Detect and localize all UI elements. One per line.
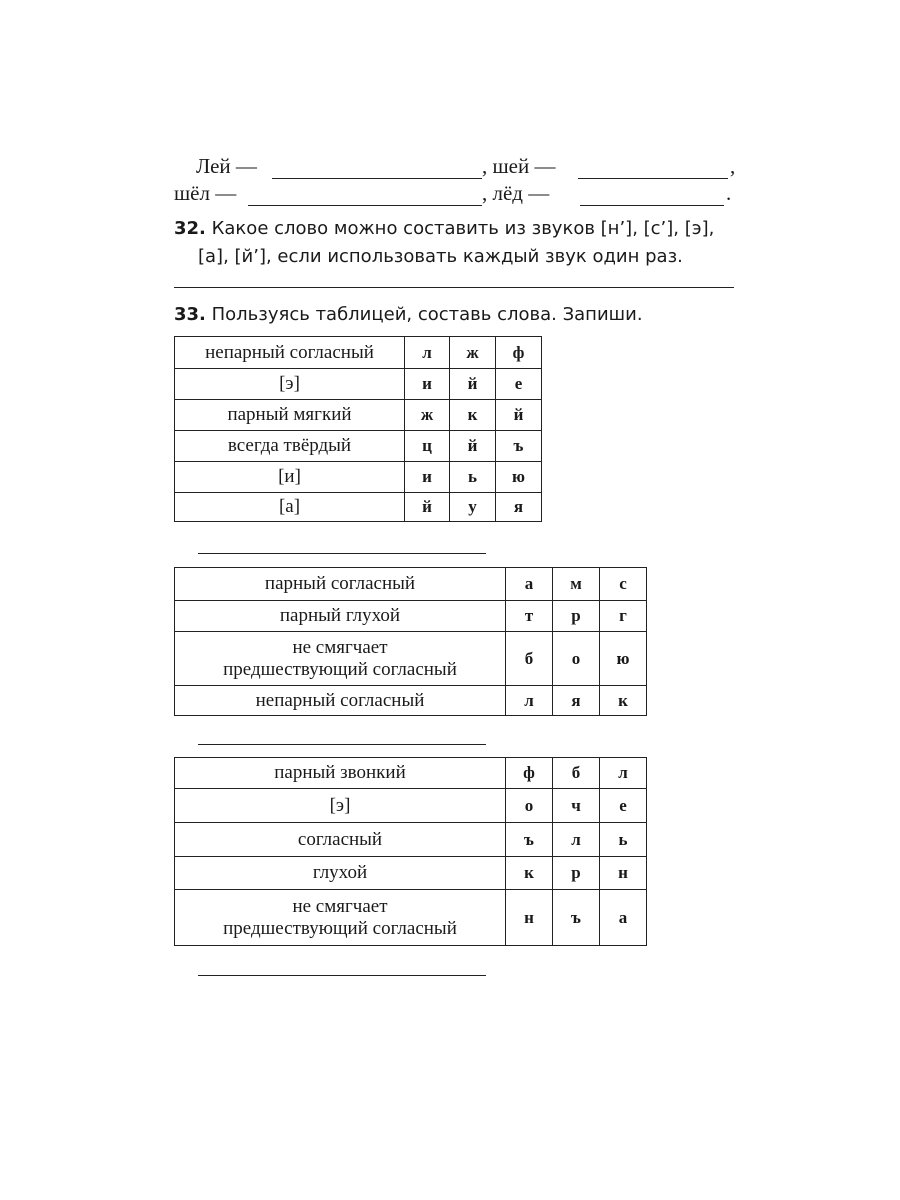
row-2-end: . <box>726 181 732 205</box>
table-1-label: непарный согласный <box>175 337 405 369</box>
table-2-label: парный глухой <box>175 601 506 632</box>
table-3-letter: о <box>506 789 553 823</box>
table-3-label: глухой <box>175 857 506 890</box>
table-2-letter: т <box>506 601 553 632</box>
table-1-letter: ж <box>450 337 496 369</box>
answer-blank-shyol[interactable] <box>248 205 482 206</box>
table-3-letter: ч <box>553 789 600 823</box>
table-2-letter: с <box>600 568 647 601</box>
table-1-answer-line[interactable] <box>198 553 486 554</box>
table-1-label: [э] <box>175 369 405 400</box>
table-1-letter: й <box>450 431 496 462</box>
table-2-answer-line[interactable] <box>198 744 486 745</box>
table-1-letter: й <box>450 369 496 400</box>
table-1-label: [и] <box>175 462 405 493</box>
table-2-letter: я <box>553 686 600 716</box>
table-3-letter: н <box>600 857 647 890</box>
table-2-letter: м <box>553 568 600 601</box>
table-2-label-line-2: предшествующий согласный <box>223 658 457 680</box>
table-2-letter: р <box>553 601 600 632</box>
table-2-letter: л <box>506 686 553 716</box>
table-2-letter: ю <box>600 632 647 686</box>
table-3-letter: л <box>553 823 600 857</box>
table-3-letter: ъ <box>553 890 600 946</box>
table-3-letter: а <box>600 890 647 946</box>
exercise-33-number: 33. <box>174 304 206 325</box>
letter-table-1 <box>174 336 542 522</box>
table-2-label: непарный согласный <box>175 686 506 716</box>
table-2-letter: б <box>506 632 553 686</box>
exercise-32-answer-line[interactable] <box>174 287 734 288</box>
table-1-letter: к <box>450 400 496 431</box>
row-1-end: , <box>730 154 736 178</box>
letter-table-3 <box>174 757 647 946</box>
table-3-letter: б <box>553 758 600 789</box>
table-1-label: [а] <box>175 493 405 522</box>
table-3-letter: ф <box>506 758 553 789</box>
word-lyod: , лёд — <box>482 181 550 205</box>
table-1-letter: у <box>450 493 496 522</box>
table-1-letter: и <box>405 462 450 493</box>
table-3-label: [э] <box>175 789 506 823</box>
word-shei: , шей — <box>482 154 556 178</box>
exercise-32-line-2: [а], [й’], если использовать каждый звук один раз. <box>198 246 683 267</box>
exercise-32-text-1: Какое слово можно составить из звуков [н’], [с’], [э], <box>211 218 715 239</box>
table-2-label <box>175 632 506 686</box>
table-3-label <box>175 890 506 946</box>
word-lei: Лей — <box>196 154 257 178</box>
table-1-letter: ъ <box>496 431 542 462</box>
table-1-letter: ж <box>405 400 450 431</box>
table-3-letter: н <box>506 890 553 946</box>
table-1-letter: й <box>405 493 450 522</box>
table-2-letter: г <box>600 601 647 632</box>
table-3-label: согласный <box>175 823 506 857</box>
table-2-label: парный согласный <box>175 568 506 601</box>
word-shyol: шёл — <box>174 181 237 205</box>
table-2-label-line-1: не смягчает <box>292 636 388 658</box>
exercise-33-heading <box>174 300 643 329</box>
table-3-letter: к <box>506 857 553 890</box>
table-1-letter: й <box>496 400 542 431</box>
table-2-letter: о <box>553 632 600 686</box>
table-3-label-line-2: предшествующий согласный <box>223 917 457 939</box>
table-1-label: всегда твёрдый <box>175 431 405 462</box>
table-1-label: парный мягкий <box>175 400 405 431</box>
exercise-32-number: 32. <box>174 218 206 239</box>
table-3-letter: л <box>600 758 647 789</box>
table-3-label: парный звонкий <box>175 758 506 789</box>
table-1-letter: я <box>496 493 542 522</box>
table-3-letter: ь <box>600 823 647 857</box>
table-1-letter: ю <box>496 462 542 493</box>
table-3-letter: ъ <box>506 823 553 857</box>
table-1-letter: л <box>405 337 450 369</box>
table-3-answer-line[interactable] <box>198 975 486 976</box>
exercise-33-text: Пользуясь таблицей, составь слова. Запиши. <box>211 304 643 325</box>
table-2-letter: а <box>506 568 553 601</box>
table-3-letter: р <box>553 857 600 890</box>
table-2-letter: к <box>600 686 647 716</box>
table-1-letter: и <box>405 369 450 400</box>
letter-table-2 <box>174 567 647 716</box>
table-1-letter: ц <box>405 431 450 462</box>
answer-blank-lei[interactable] <box>272 178 482 179</box>
answer-blank-shei[interactable] <box>578 178 728 179</box>
table-3-letter: е <box>600 789 647 823</box>
table-3-label-line-1: не смягчает <box>292 895 388 917</box>
exercise-32-line-1 <box>174 214 714 243</box>
table-1-letter: е <box>496 369 542 400</box>
table-1-letter: ь <box>450 462 496 493</box>
answer-blank-lyod[interactable] <box>580 205 724 206</box>
table-1-letter: ф <box>496 337 542 369</box>
